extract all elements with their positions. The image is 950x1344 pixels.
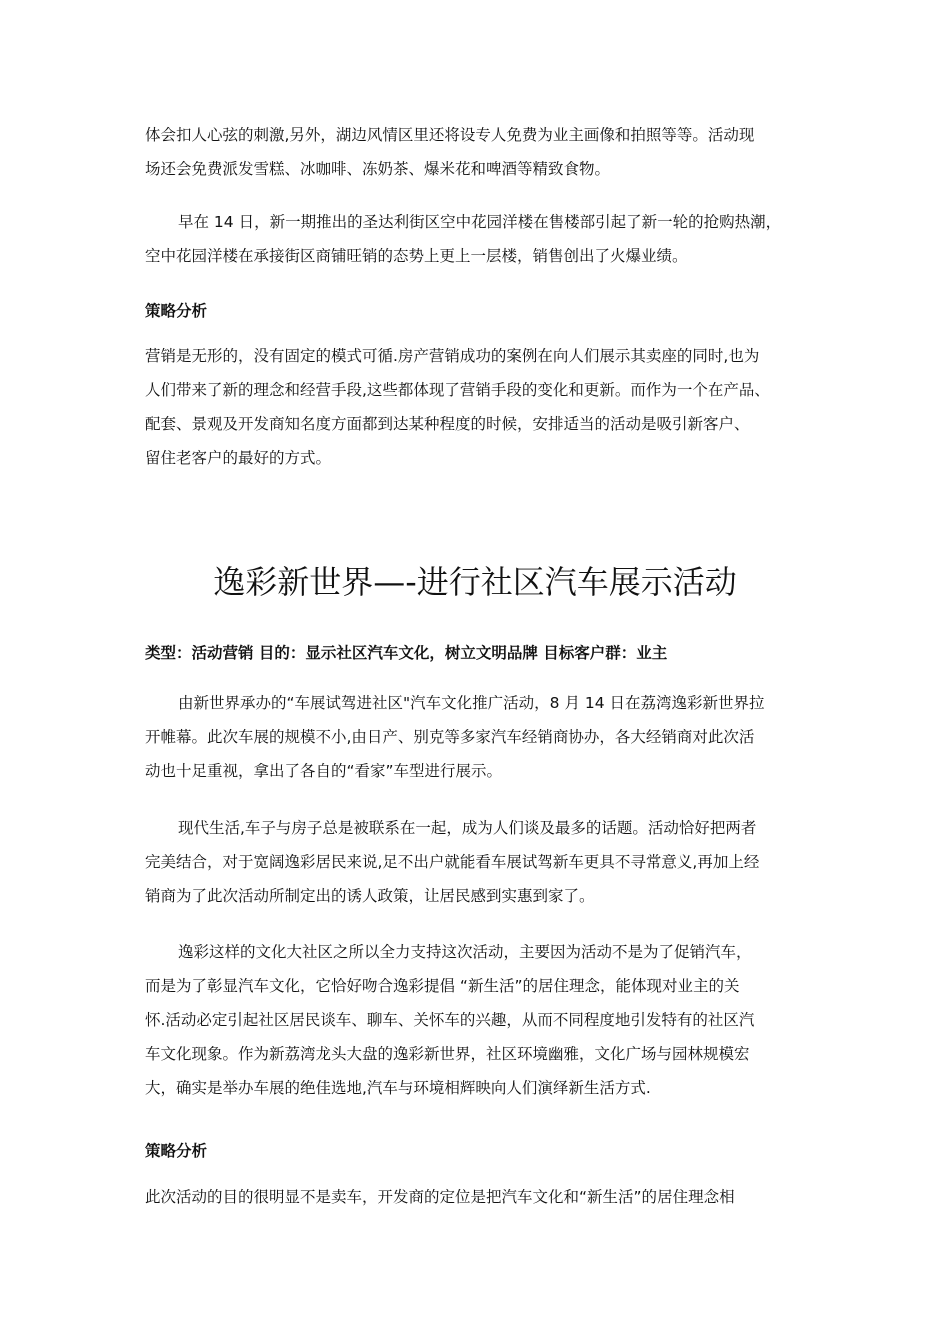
text-line: 配套、景观及开发商知名度方面都到达某种程度的时候，安排适当的活动是吸引新客户、 (145, 415, 750, 433)
text-line: 完美结合，对于宽阔逸彩居民来说,足不出户就能看车展试驾新车更具不寻常意义,再加上经 (145, 853, 760, 871)
paragraph-strategy-analysis-2 (145, 1180, 825, 1214)
text-line: 人们带来了新的理念和经营手段,这些都体现了营销手段的变化和更新。而作为一个在产品、 (145, 381, 770, 399)
text-line: 动也十足重视，拿出了各自的“看家”车型进行展示。 (145, 762, 503, 780)
text-line: 销商为了此次活动所制定出的诱人政策，让居民感到实惠到家了。 (145, 887, 595, 905)
section-heading-strategy-analysis-2: 策略分析 (145, 1142, 208, 1160)
text-line: 逸彩这样的文化大社区之所以全力支持这次活动，主要因为活动不是为了促销汽车， (178, 943, 752, 961)
section-title: 逸彩新世界—-进行社区汽车展示活动 (213, 563, 737, 601)
text-line: 留住老客户的最好的方式。 (145, 449, 332, 467)
text-line: 怀.活动必定引起社区居民谈车、聊车、关怀车的兴趣，从而不同程度地引发特有的社区汽 (145, 1011, 755, 1029)
paragraph-strategy-analysis (145, 339, 825, 475)
text-line: 开帷幕。此次车展的规模不小,由日产、别克等多家汽车经销商协办，各大经销商对此次活 (145, 728, 755, 746)
text-line: 由新世界承办的“车展试驾进社区"汽车文化推广活动，8 月 14 日在荔湾逸彩新世界拉 (178, 694, 765, 712)
text-line: 大，确实是举办车展的绝佳选地,汽车与环境相辉映向人们演绎新生活方式. (145, 1079, 651, 1097)
paragraph-community-culture (145, 935, 825, 1105)
paragraph-modern-life (145, 811, 825, 913)
paragraph-activity-details (145, 118, 825, 186)
paragraph-event-intro (145, 686, 825, 788)
text-line: 空中花园洋楼在承接街区商铺旺销的态势上更上一层楼，销售创出了火爆业绩。 (145, 247, 688, 265)
text-line: 现代生活,车子与房子总是被联系在一起，成为人们谈及最多的话题。活动恰好把两者 (178, 819, 757, 837)
text-line: 体会扣人心弦的刺激,另外，湖边风情区里还将设专人免费为业主画像和拍照等等。活动现 (145, 126, 755, 144)
text-line: 场还会免费派发雪糕、冰咖啡、冻奶茶、爆米花和啤酒等精致食物。 (145, 160, 611, 178)
text-line: 此次活动的目的很明显不是卖车，开发商的定位是把汽车文化和“新生活”的居住理念相 (145, 1188, 735, 1206)
text-line: 营销是无形的，没有固定的模式可循.房产营销成功的案例在向人们展示其卖座的同时,也为 (145, 347, 760, 365)
text-line: 而是为了彰显汽车文化，它恰好吻合逸彩提倡 “新生活”的居住理念，能体现对业主的关 (145, 977, 740, 995)
text-line: 早在 14 日，新一期推出的圣达利街区空中花园洋楼在售楼部引起了新一轮的抢购热潮， (178, 213, 782, 231)
section-heading-strategy-analysis: 策略分析 (145, 302, 208, 320)
paragraph-sales-result (145, 205, 825, 273)
text-line: 车文化现象。作为新荔湾龙头大盘的逸彩新世界，社区环境幽雅，文化广场与园林规模宏 (145, 1045, 750, 1063)
case-meta-info: 类型：活动营销 目的：显示社区汽车文化，树立文明品牌 目标客户群：业主 (145, 644, 668, 662)
